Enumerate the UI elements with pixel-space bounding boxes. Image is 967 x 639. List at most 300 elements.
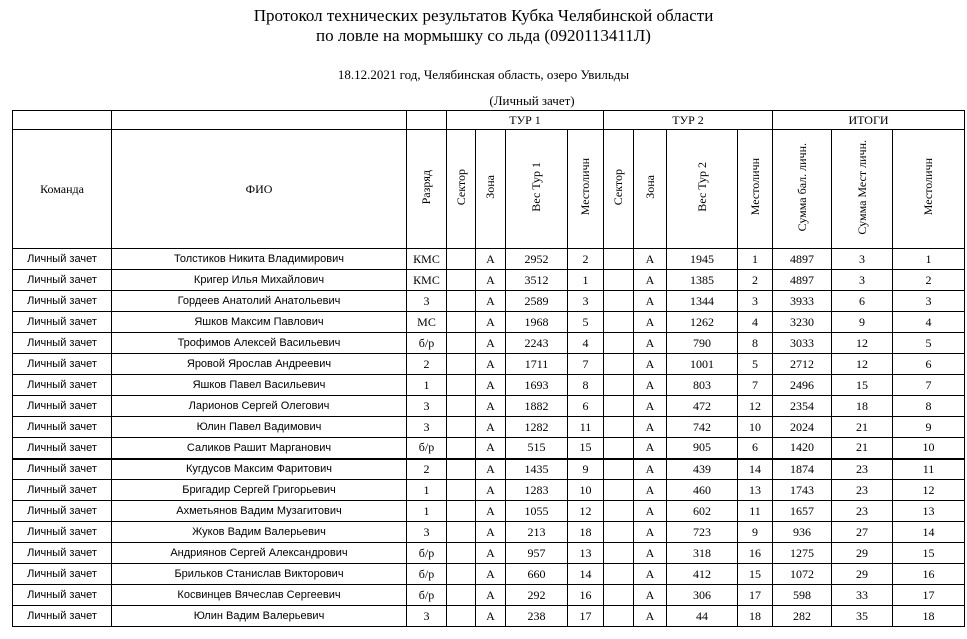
weight2-cell: 803 [667, 375, 738, 396]
header-sum-places [832, 130, 893, 249]
fio-cell: Яровой Ярослав Андреевич [112, 354, 407, 375]
header-place2 [738, 130, 773, 249]
rank-cell: КМС [407, 270, 447, 291]
rank-cell: 2 [407, 354, 447, 375]
weight1-cell: 660 [506, 564, 568, 585]
sum-points-cell: 4897 [773, 270, 832, 291]
final-place-cell: 4 [893, 312, 965, 333]
sector2-cell [604, 354, 634, 375]
header-totals: ИТОГИ [773, 111, 965, 130]
place2-cell: 17 [738, 585, 773, 606]
sum-points-cell: 282 [773, 606, 832, 627]
final-place-cell: 17 [893, 585, 965, 606]
rank-cell: 3 [407, 396, 447, 417]
place2-cell: 5 [738, 354, 773, 375]
sum-places-cell: 3 [832, 249, 893, 270]
rank-cell: 3 [407, 522, 447, 543]
zone1-cell: А [476, 291, 506, 312]
header-team-label: Команда [40, 181, 84, 196]
zone2-cell: А [634, 438, 667, 459]
sector2-cell [604, 333, 634, 354]
final-place-cell: 6 [893, 354, 965, 375]
table-row [13, 291, 965, 312]
zone1-cell: А [476, 333, 506, 354]
weight1-cell: 1055 [506, 501, 568, 522]
zone1-cell: А [476, 564, 506, 585]
team-cell: Личный зачет [13, 585, 112, 606]
sector2-cell [604, 459, 634, 480]
weight1-cell: 1882 [506, 396, 568, 417]
weight1-cell: 957 [506, 543, 568, 564]
header-blank [13, 111, 112, 130]
fio-cell: Юлин Вадим Валерьевич [112, 606, 407, 627]
rank-cell: б/р [407, 543, 447, 564]
final-place-cell: 14 [893, 522, 965, 543]
sum-places-cell: 9 [832, 312, 893, 333]
sector2-cell [604, 585, 634, 606]
team-cell: Личный зачет [13, 522, 112, 543]
sum-points-cell: 1657 [773, 501, 832, 522]
weight2-cell: 602 [667, 501, 738, 522]
weight1-cell: 1968 [506, 312, 568, 333]
sector2-cell [604, 501, 634, 522]
table-row [13, 606, 965, 627]
header-zone1-label: Зона [483, 175, 497, 199]
place1-cell: 1 [568, 270, 604, 291]
results-table [12, 110, 965, 627]
header-zone2 [634, 130, 667, 249]
header-final-place-label: Местоличн [921, 158, 935, 216]
final-place-cell: 2 [893, 270, 965, 291]
weight2-cell: 1001 [667, 354, 738, 375]
sum-points-cell: 3230 [773, 312, 832, 333]
zone2-cell: А [634, 564, 667, 585]
header-blank [112, 111, 407, 130]
header-sector2-label: Сектор [611, 168, 625, 206]
place2-cell: 12 [738, 396, 773, 417]
place1-cell: 12 [568, 501, 604, 522]
place1-cell: 7 [568, 354, 604, 375]
header-team [13, 130, 112, 249]
weight2-cell: 742 [667, 417, 738, 438]
final-place-cell: 7 [893, 375, 965, 396]
header-fio-label: ФИО [245, 181, 273, 196]
sum-places-cell: 6 [832, 291, 893, 312]
table-row [13, 312, 965, 333]
table-row [13, 585, 965, 606]
table-row [13, 564, 965, 585]
fio-cell: Ларионов Сергей Олегович [112, 396, 407, 417]
place1-cell: 17 [568, 606, 604, 627]
weight1-cell: 1282 [506, 417, 568, 438]
zone1-cell: А [476, 270, 506, 291]
place2-cell: 7 [738, 375, 773, 396]
header-sector1 [447, 130, 476, 249]
team-cell: Личный зачет [13, 333, 112, 354]
final-place-cell: 1 [893, 249, 965, 270]
rank-cell: 3 [407, 417, 447, 438]
sum-places-cell: 12 [832, 354, 893, 375]
zone1-cell: А [476, 522, 506, 543]
sector2-cell [604, 375, 634, 396]
sector2-cell [604, 543, 634, 564]
place1-cell: 8 [568, 375, 604, 396]
sector2-cell [604, 396, 634, 417]
sum-points-cell: 2354 [773, 396, 832, 417]
sector2-cell [604, 438, 634, 459]
team-cell: Личный зачет [13, 459, 112, 480]
weight1-cell: 292 [506, 585, 568, 606]
team-cell: Личный зачет [13, 606, 112, 627]
zone1-cell: А [476, 585, 506, 606]
fio-cell: Яшков Павел Васильевич [112, 375, 407, 396]
rank-cell: КМС [407, 249, 447, 270]
header-sum-places-label: Сумма Мест личн. [854, 139, 869, 235]
final-place-cell: 3 [893, 291, 965, 312]
table-row [13, 459, 965, 480]
sum-points-cell: 1874 [773, 459, 832, 480]
zone2-cell: А [634, 585, 667, 606]
rank-cell: б/р [407, 438, 447, 459]
sector1-cell [447, 480, 476, 501]
final-place-cell: 11 [893, 459, 965, 480]
fio-cell: Трофимов Алексей Васильевич [112, 333, 407, 354]
fio-cell: Гордеев Анатолий Анатольевич [112, 291, 407, 312]
place1-cell: 6 [568, 396, 604, 417]
final-place-cell: 16 [893, 564, 965, 585]
header-sector2 [604, 130, 634, 249]
results-body [13, 249, 965, 627]
zone2-cell: А [634, 312, 667, 333]
zone2-cell: А [634, 333, 667, 354]
team-cell: Личный зачет [13, 375, 112, 396]
header-sector1-label: Сектор [453, 168, 468, 206]
place1-cell: 2 [568, 249, 604, 270]
zone2-cell: А [634, 522, 667, 543]
weight2-cell: 790 [667, 333, 738, 354]
sum-places-cell: 23 [832, 501, 893, 522]
place2-cell: 8 [738, 333, 773, 354]
sum-points-cell: 3933 [773, 291, 832, 312]
place2-cell: 6 [738, 438, 773, 459]
team-cell: Личный зачет [13, 354, 112, 375]
weight2-cell: 306 [667, 585, 738, 606]
sector2-cell [604, 291, 634, 312]
zone1-cell: А [476, 480, 506, 501]
rank-cell: 2 [407, 459, 447, 480]
sector1-cell [447, 585, 476, 606]
sum-places-cell: 33 [832, 585, 893, 606]
sector2-cell [604, 312, 634, 333]
fio-cell: Кригер Илья Михайлович [112, 270, 407, 291]
fio-cell: Саликов Рашит Марганович [112, 438, 407, 459]
header-tour2: ТУР 2 [604, 111, 773, 130]
final-place-cell: 15 [893, 543, 965, 564]
table-row [13, 396, 965, 417]
place1-cell: 15 [568, 438, 604, 459]
sum-places-cell: 29 [832, 543, 893, 564]
zone2-cell: А [634, 249, 667, 270]
table-row [13, 543, 965, 564]
header-row-groups [13, 111, 965, 130]
weight2-cell: 44 [667, 606, 738, 627]
zone2-cell: А [634, 606, 667, 627]
header-row-columns [13, 130, 965, 249]
place1-cell: 11 [568, 417, 604, 438]
rank-cell: б/р [407, 564, 447, 585]
sector1-cell [447, 417, 476, 438]
header-zone2-label: Зона [642, 175, 657, 199]
weight2-cell: 318 [667, 543, 738, 564]
sum-places-cell: 21 [832, 438, 893, 459]
sum-places-cell: 3 [832, 270, 893, 291]
sum-places-cell: 12 [832, 333, 893, 354]
table-row [13, 438, 965, 459]
sector1-cell [447, 354, 476, 375]
sector1-cell [447, 333, 476, 354]
weight2-cell: 439 [667, 459, 738, 480]
place2-cell: 18 [738, 606, 773, 627]
zone2-cell: А [634, 417, 667, 438]
weight1-cell: 2952 [506, 249, 568, 270]
table-row [13, 480, 965, 501]
header-sum-points-label: Сумма бал. личн. [794, 142, 809, 232]
place2-cell: 13 [738, 480, 773, 501]
sector2-cell [604, 270, 634, 291]
sum-places-cell: 29 [832, 564, 893, 585]
zone1-cell: А [476, 354, 506, 375]
weight1-cell: 213 [506, 522, 568, 543]
weight1-cell: 3512 [506, 270, 568, 291]
zone2-cell: А [634, 480, 667, 501]
zone1-cell: А [476, 501, 506, 522]
header-rank [407, 130, 447, 249]
header-final-place [893, 130, 965, 249]
header-weight2 [667, 130, 738, 249]
rank-cell: б/р [407, 585, 447, 606]
table-row [13, 270, 965, 291]
weight2-cell: 1344 [667, 291, 738, 312]
rank-cell: МС [407, 312, 447, 333]
zone2-cell: А [634, 354, 667, 375]
fio-cell: Андриянов Сергей Александрович [112, 543, 407, 564]
final-place-cell: 5 [893, 333, 965, 354]
rank-cell: 1 [407, 480, 447, 501]
header-weight1-label: Вес Тур 1 [529, 162, 543, 212]
fio-cell: Брильков Станислав Викторович [112, 564, 407, 585]
fio-cell: Бригадир Сергей Григорьевич [112, 480, 407, 501]
sector2-cell [604, 249, 634, 270]
weight2-cell: 723 [667, 522, 738, 543]
table-row [13, 417, 965, 438]
sector1-cell [447, 438, 476, 459]
header-zone1 [476, 130, 506, 249]
team-cell: Личный зачет [13, 249, 112, 270]
zone1-cell: А [476, 375, 506, 396]
sector1-cell [447, 606, 476, 627]
sector1-cell [447, 501, 476, 522]
sector1-cell [447, 564, 476, 585]
team-cell: Личный зачет [13, 312, 112, 333]
sector1-cell [447, 459, 476, 480]
fio-cell: Юлин Павел Вадимович [112, 417, 407, 438]
zone1-cell: А [476, 543, 506, 564]
place1-cell: 9 [568, 459, 604, 480]
header-sum-points [773, 130, 832, 249]
header-blank [407, 111, 447, 130]
sum-points-cell: 936 [773, 522, 832, 543]
sector1-cell [447, 270, 476, 291]
sum-points-cell: 2496 [773, 375, 832, 396]
sum-points-cell: 1072 [773, 564, 832, 585]
place2-cell: 16 [738, 543, 773, 564]
zone1-cell: А [476, 312, 506, 333]
sum-places-cell: 23 [832, 480, 893, 501]
weight1-cell: 1711 [506, 354, 568, 375]
sum-points-cell: 598 [773, 585, 832, 606]
header-place2-label: Местоличн [747, 158, 762, 216]
weight2-cell: 1385 [667, 270, 738, 291]
final-place-cell: 18 [893, 606, 965, 627]
weight2-cell: 1945 [667, 249, 738, 270]
protocol-title-line2: по ловле на мормышку со льда (0920113411Л) [316, 26, 651, 45]
rank-cell: 1 [407, 375, 447, 396]
weight2-cell: 905 [667, 438, 738, 459]
zone2-cell: А [634, 396, 667, 417]
rank-cell: 3 [407, 291, 447, 312]
team-cell: Личный зачет [13, 291, 112, 312]
sector1-cell [447, 396, 476, 417]
header-weight1 [506, 130, 568, 249]
place2-cell: 10 [738, 417, 773, 438]
sector1-cell [447, 375, 476, 396]
sum-places-cell: 21 [832, 417, 893, 438]
zone1-cell: А [476, 249, 506, 270]
sum-points-cell: 1743 [773, 480, 832, 501]
place1-cell: 14 [568, 564, 604, 585]
place2-cell: 3 [738, 291, 773, 312]
fio-cell: Ахметьянов Вадим Музагитович [112, 501, 407, 522]
zone1-cell: А [476, 396, 506, 417]
weight1-cell: 2589 [506, 291, 568, 312]
place2-cell: 15 [738, 564, 773, 585]
sum-places-cell: 23 [832, 459, 893, 480]
sum-places-cell: 27 [832, 522, 893, 543]
place2-cell: 9 [738, 522, 773, 543]
sector1-cell [447, 522, 476, 543]
team-cell: Личный зачет [13, 270, 112, 291]
rank-cell: 3 [407, 606, 447, 627]
rank-cell: 1 [407, 501, 447, 522]
place1-cell: 16 [568, 585, 604, 606]
sum-places-cell: 18 [832, 396, 893, 417]
header-place1 [568, 130, 604, 249]
sector1-cell [447, 249, 476, 270]
place1-cell: 18 [568, 522, 604, 543]
place1-cell: 10 [568, 480, 604, 501]
sector1-cell [447, 291, 476, 312]
weight2-cell: 472 [667, 396, 738, 417]
zone2-cell: А [634, 270, 667, 291]
final-place-cell: 10 [893, 438, 965, 459]
weight1-cell: 1693 [506, 375, 568, 396]
sector2-cell [604, 606, 634, 627]
event-date-location: 18.12.2021 год, Челябинская область, озеро Увильды [337, 67, 630, 82]
team-cell: Личный зачет [13, 501, 112, 522]
table-row [13, 249, 965, 270]
sum-points-cell: 1420 [773, 438, 832, 459]
sector2-cell [604, 522, 634, 543]
weight2-cell: 412 [667, 564, 738, 585]
zone2-cell: А [634, 291, 667, 312]
sum-points-cell: 4897 [773, 249, 832, 270]
zone1-cell: А [476, 438, 506, 459]
sector1-cell [447, 312, 476, 333]
team-cell: Личный зачет [13, 480, 112, 501]
sector2-cell [604, 564, 634, 585]
place1-cell: 5 [568, 312, 604, 333]
protocol-title-line1: Протокол технических результатов Кубка Челябинской области [253, 6, 714, 25]
place1-cell: 13 [568, 543, 604, 564]
final-place-cell: 8 [893, 396, 965, 417]
place1-cell: 4 [568, 333, 604, 354]
sum-points-cell: 2024 [773, 417, 832, 438]
header-weight2-label: Вес Тур 2 [694, 162, 709, 212]
zone2-cell: А [634, 459, 667, 480]
header-tour1: ТУР 1 [447, 111, 604, 130]
sector1-cell [447, 543, 476, 564]
sum-points-cell: 3033 [773, 333, 832, 354]
fio-cell: Жуков Вадим Валерьевич [112, 522, 407, 543]
weight1-cell: 2243 [506, 333, 568, 354]
team-cell: Личный зачет [13, 396, 112, 417]
table-row [13, 354, 965, 375]
sum-places-cell: 35 [832, 606, 893, 627]
team-cell: Личный зачет [13, 564, 112, 585]
header-fio [112, 130, 407, 249]
place2-cell: 14 [738, 459, 773, 480]
table-row [13, 501, 965, 522]
final-place-cell: 9 [893, 417, 965, 438]
header-rank-label: Разряд [419, 169, 433, 205]
final-place-cell: 13 [893, 501, 965, 522]
fio-cell: Толстиков Никита Владимирович [112, 249, 407, 270]
weight2-cell: 1262 [667, 312, 738, 333]
zone1-cell: А [476, 417, 506, 438]
team-cell: Личный зачет [13, 438, 112, 459]
sector2-cell [604, 480, 634, 501]
fio-cell: Косвинцев Вячеслав Сергеевич [112, 585, 407, 606]
weight2-cell: 460 [667, 480, 738, 501]
header-place1-label: Местоличн [578, 158, 592, 216]
weight1-cell: 1283 [506, 480, 568, 501]
table-caption: (Личный зачет) [489, 93, 575, 108]
final-place-cell: 12 [893, 480, 965, 501]
sum-places-cell: 15 [832, 375, 893, 396]
sum-points-cell: 2712 [773, 354, 832, 375]
table-row [13, 522, 965, 543]
place2-cell: 4 [738, 312, 773, 333]
fio-cell: Яшков Максим Павлович [112, 312, 407, 333]
weight1-cell: 1435 [506, 459, 568, 480]
place2-cell: 1 [738, 249, 773, 270]
fio-cell: Кугдусов Максим Фаритович [112, 459, 407, 480]
zone2-cell: А [634, 543, 667, 564]
weight1-cell: 515 [506, 438, 568, 459]
zone2-cell: А [634, 375, 667, 396]
place2-cell: 2 [738, 270, 773, 291]
place2-cell: 11 [738, 501, 773, 522]
